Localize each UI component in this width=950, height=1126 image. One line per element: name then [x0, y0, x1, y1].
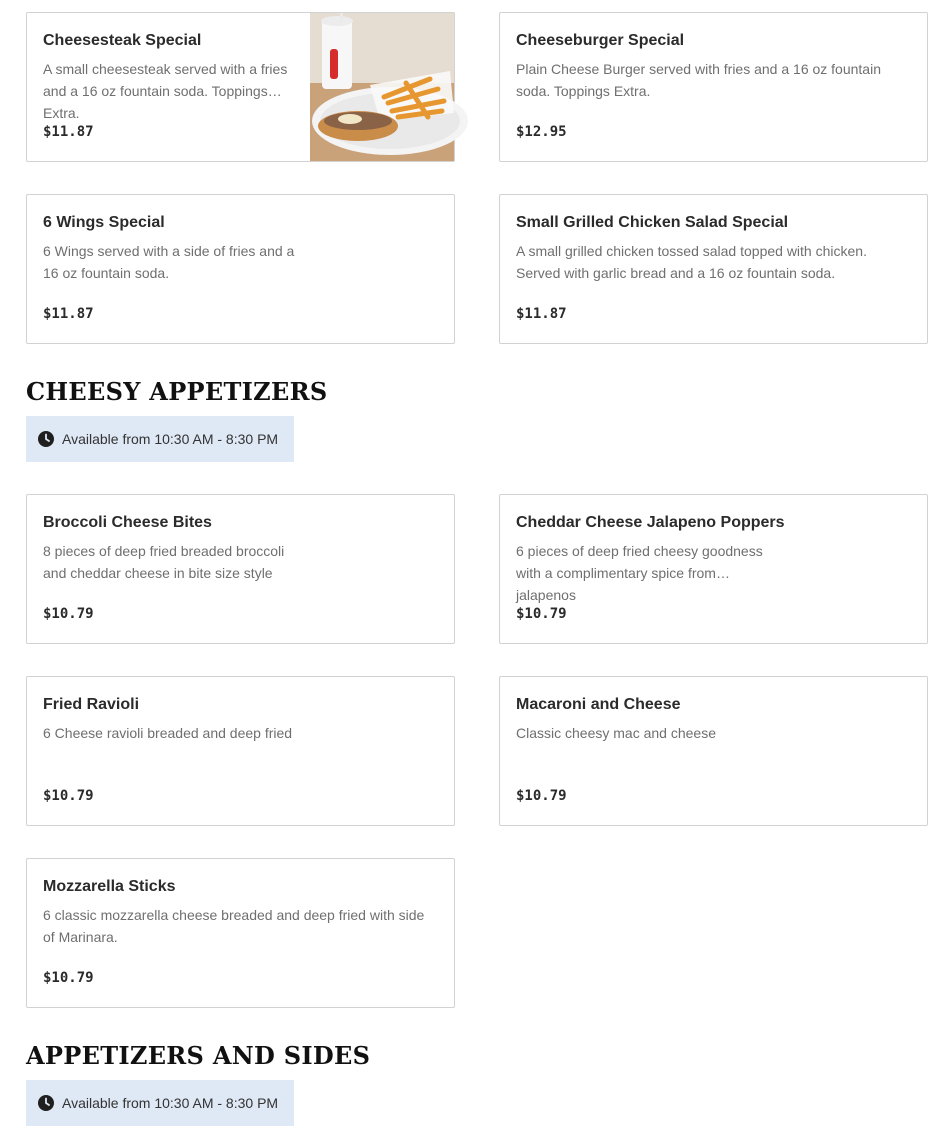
menu-item-card[interactable] — [499, 494, 928, 644]
menu-item-card[interactable] — [26, 676, 455, 826]
item-description: 8 pieces of deep fried breaded broccoli and cheddar cheese in bite size style — [43, 543, 285, 581]
menu-item-card[interactable] — [499, 194, 928, 344]
item-price: $10.79 — [43, 970, 94, 986]
item-price: $11.87 — [43, 124, 94, 140]
item-name: 6 Wings Special — [43, 214, 165, 231]
menu-item-card[interactable] — [499, 676, 928, 826]
menu-item-card[interactable] — [26, 494, 455, 644]
availability-badge — [26, 416, 294, 462]
availability-badge — [26, 1080, 294, 1126]
item-price: $11.87 — [516, 306, 567, 322]
item-description: Plain Cheese Burger served with fries and a 16 oz fountain soda. Toppings Extra. — [516, 61, 881, 99]
item-price: $12.95 — [516, 124, 567, 140]
item-description: 6 classic mozzarella cheese breaded and deep fried with side of Marinara. — [43, 907, 425, 945]
menu-item-card[interactable] — [26, 12, 455, 162]
clock-icon — [38, 431, 54, 447]
menu-item-card[interactable] — [26, 194, 455, 344]
availability-text: Available from 10:30 AM - 8:30 PM — [62, 431, 279, 447]
item-name: Cheeseburger Special — [516, 32, 685, 49]
section-title-cheesy-appetizers: CHEESY APPETIZERS — [26, 377, 328, 406]
item-price: $10.79 — [516, 788, 567, 804]
item-name: Mozzarella Sticks — [43, 878, 176, 895]
item-description: A small cheesesteak served with a fries and a 16 oz fountain soda. Toppings Extra. — [43, 61, 288, 121]
item-description: 6 Wings served with a side of fries and a 16 oz fountain soda. — [43, 243, 295, 281]
item-name: Cheesesteak Special — [43, 32, 202, 49]
item-name: Fried Ravioli — [43, 696, 140, 713]
section-title-appetizers-and-sides: APPETIZERS AND SIDES — [26, 1041, 371, 1070]
item-name: Broccoli Cheese Bites — [43, 514, 212, 531]
item-name: Small Grilled Chicken Salad Special — [516, 214, 789, 231]
item-description: A small grilled chicken tossed salad topped with chicken. Served with garlic bread and a 16 oz fountain soda. — [516, 243, 867, 281]
item-price: $10.79 — [516, 606, 567, 622]
menu-item-card[interactable] — [499, 12, 928, 162]
cheesesteak-photo — [310, 13, 454, 161]
item-description: 6 pieces of deep fried cheesy goodness with a complimentary spice from jalapenos — [516, 543, 763, 603]
item-price: $10.79 — [43, 788, 94, 804]
item-name: Macaroni and Cheese — [516, 696, 681, 713]
item-description: 6 Cheese ravioli breaded and deep fried — [43, 725, 293, 741]
item-price: $11.87 — [43, 306, 94, 322]
menu-item-card[interactable] — [26, 858, 455, 1008]
item-description: Classic cheesy mac and cheese — [516, 725, 716, 741]
item-name: Cheddar Cheese Jalapeno Poppers — [516, 514, 785, 531]
item-price: $10.79 — [43, 606, 94, 622]
availability-text: Available from 10:30 AM - 8:30 PM — [62, 1095, 279, 1111]
clock-icon — [38, 1095, 54, 1111]
